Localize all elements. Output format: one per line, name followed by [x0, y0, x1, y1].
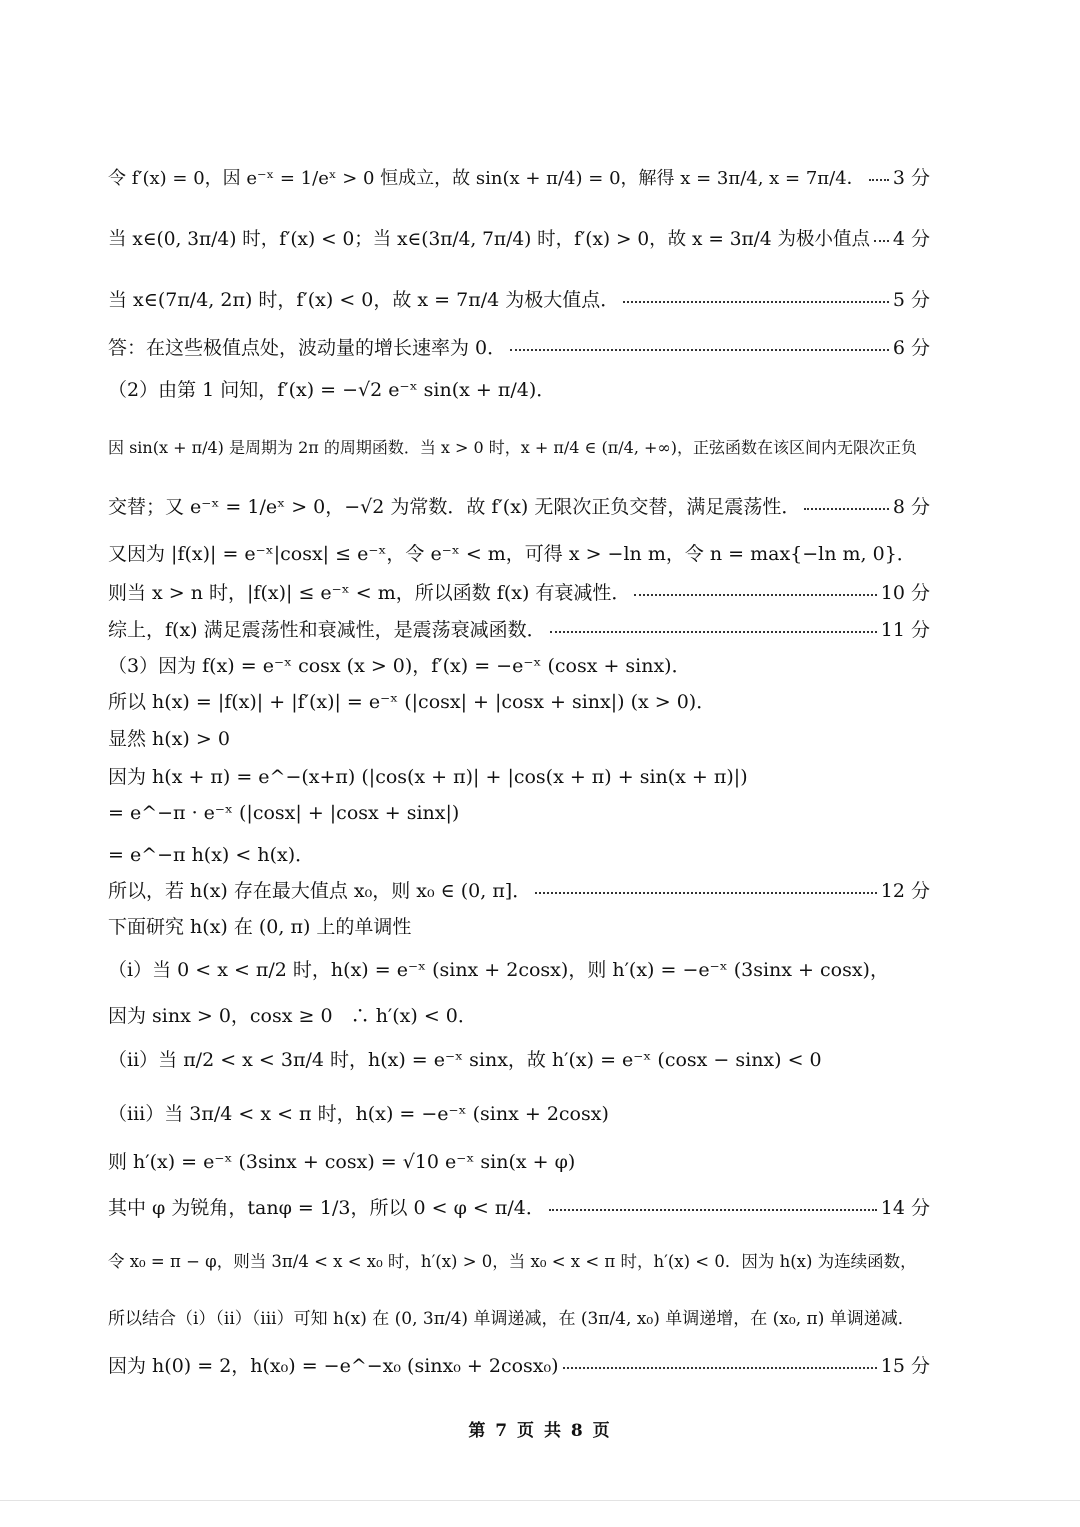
line-text: = e^−π h(x) < h(x)．	[108, 844, 315, 866]
line-text: 因为 h(0) = 2，h(x₀) = −e^−x₀ (sinx₀ + 2cosx₀)	[108, 1355, 559, 1377]
page-footer: 第 7 页 共 8 页	[468, 1421, 612, 1441]
score-mark: 8 分	[892, 496, 930, 518]
score-mark: 11 分	[880, 619, 930, 641]
line-text: （2）由第 1 问知，f′(x) = −√2 e⁻ˣ sin(x + π/4)．	[108, 379, 556, 401]
line-7	[108, 492, 930, 519]
line-text: 综上，f(x) 满足震荡性和衰减性，是震荡衰减函数．	[108, 619, 546, 641]
line-text: （iii）当 3π/4 < x < π 时，h(x) = −e⁻ˣ (sinx + 2cosx)	[108, 1103, 609, 1125]
line-text: 所以 h(x) = |f(x)| + |f′(x)| = e⁻ˣ (|cosx| + |cosx + sinx|) (x > 0)．	[108, 691, 716, 713]
line-3	[108, 285, 930, 312]
line-25	[108, 1248, 930, 1272]
line-text: 当 x∈(0, 3π/4) 时，f′(x) < 0；当 x∈(3π/4, 7π/4) 时，f′(x) > 0，故 x = 3π/4 为极小值点	[108, 228, 871, 250]
line-12	[108, 687, 930, 714]
line-18	[108, 912, 930, 939]
line-text: 则当 x > n 时，|f(x)| ≤ e⁻ˣ < m，所以函数 f(x) 有衰减性．	[108, 582, 631, 604]
line-4	[108, 333, 930, 360]
line-26	[108, 1304, 930, 1329]
line-9	[108, 578, 930, 605]
line-text: 当 x∈(7π/4, 2π) 时，f′(x) < 0，故 x = 7π/4 为极大值点．	[108, 289, 620, 311]
line-text: （i）当 0 < x < π/2 时，h(x) = e⁻ˣ (sinx + 2cosx)，则 h′(x) = −e⁻ˣ (3sinx + cosx)，	[108, 959, 889, 981]
line-text: 所以，若 h(x) 存在最大值点 x₀，则 x₀ ∈ (0, π]．	[108, 880, 532, 902]
score-mark: 10 分	[880, 582, 930, 604]
line-text: 答：在这些极值点处，波动量的增长速率为 0．	[108, 337, 507, 359]
line-text: 交替；又 e⁻ˣ = 1/eˣ > 0，−√2 为常数．故 f′(x) 无限次正负交替，满足震荡性．	[108, 496, 801, 518]
line-text: 下面研究 h(x) 在 (0, π) 上的单调性	[108, 916, 412, 938]
line-20	[108, 1001, 930, 1028]
score-mark: 14 分	[880, 1197, 930, 1219]
score-mark: 5 分	[892, 289, 930, 311]
line-text: 因为 h(x + π) = e^−(x+π) (|cos(x + π)| + |cos(x + π) + sin(x + π)|)	[108, 766, 748, 788]
line-text: （3）因为 f(x) = e⁻ˣ cosx (x > 0)，f′(x) = −e⁻ˣ (cosx + sinx)．	[108, 655, 691, 677]
line-23	[108, 1147, 930, 1174]
line-text: 显然 h(x) > 0	[108, 728, 230, 750]
line-15	[108, 802, 930, 824]
line-27	[108, 1351, 930, 1378]
line-text: 令 f′(x) = 0，因 e⁻ˣ = 1/eˣ > 0 恒成立，故 sin(x + π/4) = 0，解得 x = 3π/4, x = 7π/4．	[108, 167, 865, 189]
line-text: 因 sin(x + π/4) 是周期为 2π 的周期函数．当 x > 0 时，x + π/4 ∈ (π/4, +∞)，正弦函数在该区间内无限次正负	[108, 438, 917, 457]
score-mark: 3 分	[892, 167, 930, 189]
line-10	[108, 615, 930, 642]
line-text: 令 x₀ = π − φ，则当 3π/4 < x < x₀ 时，h′(x) > 0，当 x₀ < x < π 时，h′(x) < 0．因为 h(x) 为连续函数，	[108, 1252, 917, 1271]
line-11	[108, 651, 930, 678]
line-14	[108, 762, 930, 789]
line-8	[108, 539, 930, 566]
line-5	[108, 375, 930, 402]
line-13	[108, 724, 930, 751]
line-22	[108, 1099, 930, 1126]
line-2	[108, 224, 930, 251]
line-text: = e^−π · e⁻ˣ (|cosx| + |cosx + sinx|)	[108, 802, 460, 824]
line-text: 则 h′(x) = e⁻ˣ (3sinx + cosx) = √10 e⁻ˣ sin(x + φ)	[108, 1151, 576, 1173]
score-mark: 15 分	[880, 1355, 930, 1377]
line-24	[108, 1193, 930, 1220]
line-21	[108, 1045, 930, 1072]
line-17	[108, 876, 930, 903]
line-text: 因为 sinx > 0，cosx ≥ 0 ∴ h′(x) < 0．	[108, 1005, 477, 1027]
score-mark: 4 分	[892, 228, 930, 250]
line-6	[108, 435, 930, 458]
line-text: （ii）当 π/2 < x < 3π/4 时，h(x) = e⁻ˣ sinx，故 h′(x) = e⁻ˣ (cosx − sinx) < 0	[108, 1049, 822, 1071]
scan-edge	[0, 1500, 1080, 1501]
line-16	[108, 840, 930, 867]
score-mark: 12 分	[880, 880, 930, 902]
line-1	[108, 163, 930, 190]
line-text: 又因为 |f(x)| = e⁻ˣ|cosx| ≤ e⁻ˣ，令 e⁻ˣ < m，可得 x > −ln m，令 n = max{−ln m, 0}．	[108, 543, 916, 565]
line-text: 所以结合（i）（ii）（iii）可知 h(x) 在 (0, 3π/4) 单调递减，在 (3π/4, x₀) 单调递增，在 (x₀, π) 单调递减．	[108, 1309, 915, 1329]
line-text: 其中 φ 为锐角，tanφ = 1/3，所以 0 < φ < π/4．	[108, 1197, 545, 1219]
line-19	[108, 955, 930, 982]
score-mark: 6 分	[892, 337, 930, 359]
